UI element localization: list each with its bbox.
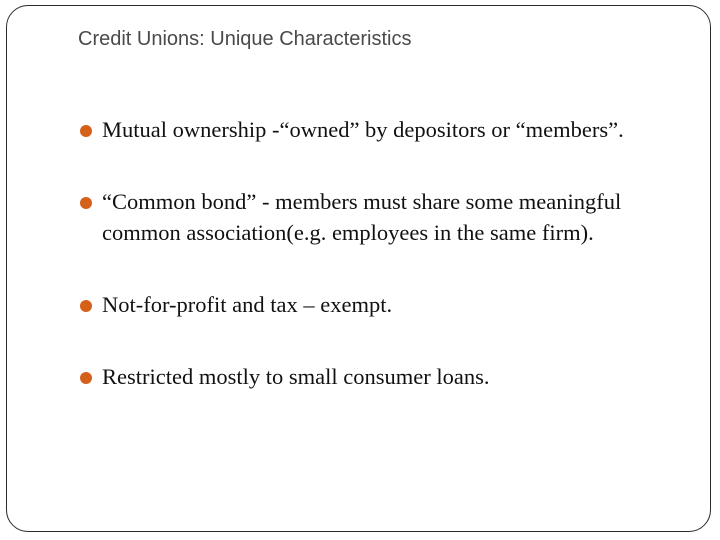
- bullet-text: Not-for-profit and tax – exempt.: [102, 292, 393, 317]
- bullet-text: Mutual ownership -“owned” by depositors or “members”.: [102, 117, 624, 142]
- bullet-dot-icon: [80, 125, 92, 137]
- bullet-item-common-bond: [80, 186, 690, 248]
- bullet-item-mutual-ownership: [80, 114, 690, 145]
- bullet-list: [80, 114, 690, 433]
- bullet-item-not-for-profit: [80, 289, 690, 320]
- slide-title: Credit Unions: Unique Characteristics: [78, 28, 412, 50]
- bullet-text: Restricted mostly to small consumer loans.: [102, 364, 490, 389]
- bullet-dot-icon: [80, 372, 92, 384]
- bullet-item-consumer-loans: [80, 361, 690, 392]
- bullet-dot-icon: [80, 197, 92, 209]
- bullet-text: “Common bond” - members must share some meaningful common association(e.g. employees in the same firm).: [102, 189, 622, 245]
- bullet-dot-icon: [80, 300, 92, 312]
